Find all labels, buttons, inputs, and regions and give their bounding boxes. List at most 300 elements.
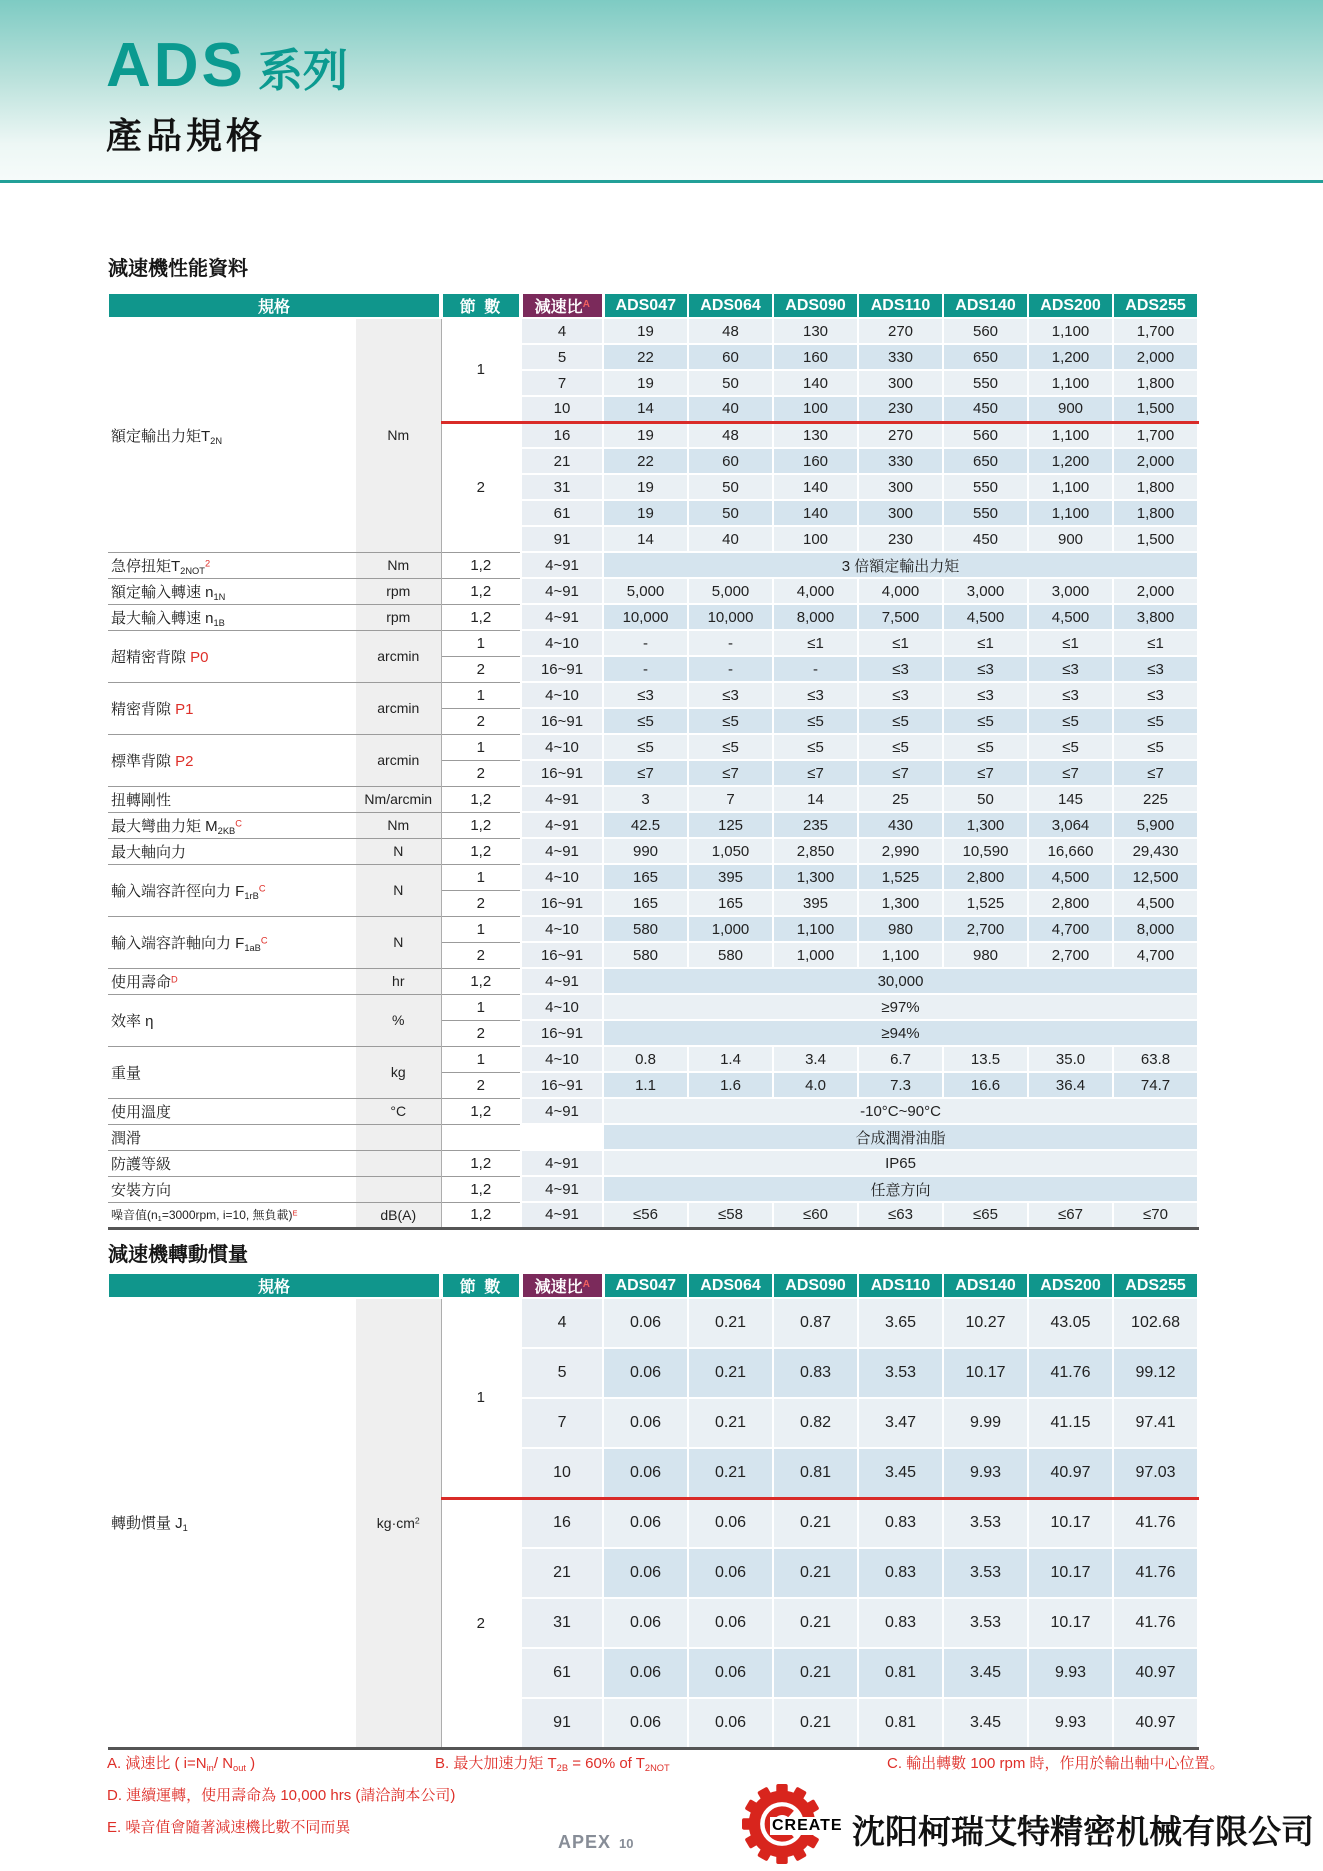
value-cell: 2,990 [858, 838, 943, 864]
value-cell: 300 [858, 500, 943, 526]
value-cell: 2,000 [1113, 344, 1198, 370]
value-cell: 3.4 [773, 1046, 858, 1072]
header-model-ads047: ADS047 [603, 293, 688, 318]
table-row [108, 604, 1198, 630]
row-unit [356, 1176, 441, 1202]
value-cell: 16,660 [1028, 838, 1113, 864]
value-cell: ≤3 [1028, 682, 1113, 708]
row-label: 防護等級 [108, 1150, 356, 1176]
table-row [108, 1150, 1198, 1176]
row-unit: $kg\cdot cm^2$ [356, 1298, 441, 1748]
value-cell: 550 [943, 474, 1028, 500]
ratio-cell: 7 [521, 370, 603, 396]
row-unit: % [356, 994, 441, 1046]
ratio-cell: 91 [521, 526, 603, 552]
ratio-cell: 16~91 [521, 656, 603, 682]
value-cell: ≤3 [858, 656, 943, 682]
stage-cell [441, 1124, 521, 1150]
value-cell: 12,500 [1113, 864, 1198, 890]
footnote-b: B. 最大加速力矩 $T_{2B} = 60\%$ of $T_{2NOT}$ [435, 1755, 670, 1773]
ratio-cell: 16~91 [521, 890, 603, 916]
value-cell: ≤5 [688, 734, 773, 760]
stage-cell: 1,2 [441, 812, 521, 838]
value-cell: 10.17 [1028, 1498, 1113, 1548]
ratio-cell: 4~91 [521, 968, 603, 994]
stage-cell: 1,2 [441, 604, 521, 630]
value-cell: ≤5 [943, 734, 1028, 760]
value-cell: 980 [858, 916, 943, 942]
value-cell: 160 [773, 344, 858, 370]
row-label: 使用溫度 [108, 1098, 356, 1124]
value-cell: ≤1 [858, 630, 943, 656]
value-cell: 550 [943, 500, 1028, 526]
value-cell: 0.06 [603, 1598, 688, 1648]
header-stages: 節 數 [441, 1273, 521, 1298]
ratio-cell: 61 [521, 1648, 603, 1698]
ratio-cell: 16~91 [521, 708, 603, 734]
logo-wordmark: CREATE [772, 1817, 843, 1834]
stage-cell: 1 [441, 630, 521, 656]
value-span-cell: ≥94% [603, 1020, 1198, 1046]
ratio-cell: 10 [521, 396, 603, 422]
value-cell: 41.76 [1028, 1348, 1113, 1398]
value-cell: 16.6 [943, 1072, 1028, 1098]
row-unit: Nm [356, 812, 441, 838]
value-cell: 0.06 [688, 1548, 773, 1598]
value-cell: ≤3 [1113, 656, 1198, 682]
value-cell: 140 [773, 474, 858, 500]
footnote-a: A. 減速比 ( $i=N_{in}/$ $N_{out}$ ) [107, 1755, 256, 1773]
value-cell: 19 [603, 318, 688, 344]
header-model-ads140: ADS140 [943, 293, 1028, 318]
footnote-d: D. 連續運轉，使用壽命為 10,000 hrs (請洽詢本公司) [107, 1787, 456, 1804]
value-cell: 1,300 [943, 812, 1028, 838]
value-cell: 0.21 [773, 1548, 858, 1598]
stage-cell: 2 [441, 1020, 521, 1046]
value-cell: 0.06 [603, 1548, 688, 1598]
footnotes-row [107, 1752, 1307, 1773]
value-cell: ≤7 [688, 760, 773, 786]
stage-cell: 1 [441, 1046, 521, 1072]
row-unit: N [356, 838, 441, 864]
row-unit: N [356, 916, 441, 968]
row-label: 標準背隙 P2 [108, 734, 356, 786]
value-cell: 0.06 [688, 1598, 773, 1648]
value-cell: 650 [943, 344, 1028, 370]
header-model-ads200: ADS200 [1028, 1273, 1113, 1298]
header-model-ads200: ADS200 [1028, 293, 1113, 318]
footnote-e: E. 噪音值會隨著減速機比數不同而異 [107, 1819, 351, 1836]
stage-cell: 1,2 [441, 1150, 521, 1176]
table-row [108, 630, 1198, 656]
value-cell: 3.47 [858, 1398, 943, 1448]
value-cell: 2,700 [943, 916, 1028, 942]
value-cell: ≤58 [688, 1202, 773, 1228]
page-number-brand: APEX [558, 1832, 612, 1852]
value-cell: 165 [603, 890, 688, 916]
row-label: 潤滑 [108, 1124, 356, 1150]
table-row [108, 578, 1198, 604]
value-cell: 50 [943, 786, 1028, 812]
value-cell: 3.65 [858, 1298, 943, 1348]
value-cell: 0.82 [773, 1398, 858, 1448]
value-cell: 0.06 [603, 1398, 688, 1448]
value-cell: 3,064 [1028, 812, 1113, 838]
value-cell: ≤3 [773, 682, 858, 708]
value-cell: 395 [773, 890, 858, 916]
value-cell: 0.83 [858, 1598, 943, 1648]
value-cell: ≤7 [858, 760, 943, 786]
value-span-cell: 30,000 [603, 968, 1198, 994]
value-cell: 60 [688, 344, 773, 370]
value-cell: 0.06 [688, 1698, 773, 1748]
value-cell: ≤3 [943, 682, 1028, 708]
value-cell: 41.76 [1113, 1598, 1198, 1648]
value-cell: 3.45 [943, 1648, 1028, 1698]
ratio-cell: 4~10 [521, 1046, 603, 1072]
row-unit: rpm [356, 604, 441, 630]
value-cell: 0.8 [603, 1046, 688, 1072]
header-model-ads255: ADS255 [1113, 293, 1198, 318]
value-cell: 19 [603, 474, 688, 500]
value-cell: ≤5 [773, 708, 858, 734]
value-cell: 3.53 [943, 1498, 1028, 1548]
row-label: 輸入端容許軸向力 $F_{1aB}^C$ [108, 916, 356, 968]
table-row [108, 1046, 1198, 1072]
value-cell: 1,100 [1028, 474, 1113, 500]
ratio-cell: 4~91 [521, 786, 603, 812]
value-cell: 330 [858, 448, 943, 474]
value-cell: 1,100 [1028, 370, 1113, 396]
value-cell: 550 [943, 370, 1028, 396]
value-cell: ≤3 [603, 682, 688, 708]
value-cell: 1,300 [858, 890, 943, 916]
value-cell: ≤7 [603, 760, 688, 786]
value-cell: 900 [1028, 396, 1113, 422]
value-span-cell: ≥97% [603, 994, 1198, 1020]
value-cell: ≤3 [1113, 682, 1198, 708]
value-cell: 9.93 [1028, 1648, 1113, 1698]
value-cell: 0.83 [858, 1498, 943, 1548]
series-title-zh: 系列 [257, 45, 348, 96]
value-cell: 2,000 [1113, 578, 1198, 604]
value-cell: 0.06 [603, 1298, 688, 1348]
value-cell: 230 [858, 396, 943, 422]
value-cell: 29,430 [1113, 838, 1198, 864]
value-cell: 165 [603, 864, 688, 890]
value-cell: 580 [603, 916, 688, 942]
value-cell: 41.15 [1028, 1398, 1113, 1448]
table-row [108, 838, 1198, 864]
ratio-cell: 61 [521, 500, 603, 526]
section-title-inertia: 減速機轉動慣量 [108, 1244, 248, 1266]
header-model-ads090: ADS090 [773, 293, 858, 318]
value-cell: 330 [858, 344, 943, 370]
header-model-ads064: ADS064 [688, 293, 773, 318]
value-cell: 40 [688, 396, 773, 422]
value-cell: 48 [688, 318, 773, 344]
stage-cell: 1 [441, 916, 521, 942]
value-cell: 560 [943, 422, 1028, 448]
value-cell: 230 [858, 526, 943, 552]
ratio-cell: 16 [521, 422, 603, 448]
company-name: 沈阳柯瑞艾特精密机械有限公司 [852, 1813, 1314, 1850]
value-cell: - [688, 630, 773, 656]
value-cell: 0.06 [603, 1698, 688, 1748]
header-ratio: 減速比$^A$ [521, 293, 603, 318]
ratio-cell: 4~91 [521, 604, 603, 630]
value-cell: 1,800 [1113, 370, 1198, 396]
value-cell: 140 [773, 500, 858, 526]
ratio-cell: 4 [521, 318, 603, 344]
value-cell: ≤63 [858, 1202, 943, 1228]
row-label: 急停扭矩$T_{2NOT}^2$ [108, 552, 356, 578]
ratio-cell: 21 [521, 1548, 603, 1598]
stage-cell: 1,2 [441, 1176, 521, 1202]
row-label: 轉動慣量 $J_1$ [108, 1298, 356, 1748]
value-cell: ≤5 [603, 734, 688, 760]
row-label: 精密背隙 P1 [108, 682, 356, 734]
value-cell: 0.21 [688, 1298, 773, 1348]
footnote-c: C. 輸出轉數 100 rpm 時，作用於輸出軸中心位置。 [887, 1755, 1225, 1772]
ratio-cell: 4~10 [521, 630, 603, 656]
stage-cell: 1,2 [441, 552, 521, 578]
value-cell: ≤5 [1113, 734, 1198, 760]
value-cell: 1,100 [1028, 422, 1113, 448]
value-cell: 3,800 [1113, 604, 1198, 630]
stage-cell: 1,2 [441, 968, 521, 994]
value-cell: 50 [688, 500, 773, 526]
row-unit: arcmin [356, 682, 441, 734]
value-cell: 1,700 [1113, 422, 1198, 448]
ratio-cell: 4~91 [521, 1202, 603, 1228]
header-ratio: 減速比$^A$ [521, 1273, 603, 1298]
value-cell: 7 [688, 786, 773, 812]
value-cell: 10,000 [688, 604, 773, 630]
value-cell: ≤5 [858, 734, 943, 760]
value-cell: ≤7 [943, 760, 1028, 786]
value-cell: 0.21 [688, 1398, 773, 1448]
page-number [558, 1832, 634, 1853]
value-cell: ≤7 [1028, 760, 1113, 786]
value-cell: 3.53 [858, 1348, 943, 1398]
table-row [108, 682, 1198, 708]
value-cell: ≤5 [1113, 708, 1198, 734]
stage-cell: 1 [441, 318, 521, 422]
value-cell: ≤5 [688, 708, 773, 734]
value-cell: 0.81 [773, 1448, 858, 1498]
value-cell: 5,000 [603, 578, 688, 604]
row-label: 超精密背隙 P0 [108, 630, 356, 682]
value-cell: 4,500 [943, 604, 1028, 630]
table-row [108, 916, 1198, 942]
value-cell: 74.7 [1113, 1072, 1198, 1098]
value-cell: ≤5 [603, 708, 688, 734]
header-model-ads255: ADS255 [1113, 1273, 1198, 1298]
stage-cell: 1 [441, 682, 521, 708]
stage-cell: 2 [441, 708, 521, 734]
value-cell: 0.21 [773, 1498, 858, 1548]
value-cell: 1,000 [688, 916, 773, 942]
value-cell: 9.93 [943, 1448, 1028, 1498]
value-cell: 3.45 [858, 1448, 943, 1498]
ratio-cell: 31 [521, 474, 603, 500]
header-model-ads064: ADS064 [688, 1273, 773, 1298]
value-cell: 4.0 [773, 1072, 858, 1098]
table-row [108, 1202, 1198, 1228]
value-cell: 900 [1028, 526, 1113, 552]
ratio-cell: 4~91 [521, 578, 603, 604]
table-row [108, 734, 1198, 760]
table-row [108, 994, 1198, 1020]
header-model-ads140: ADS140 [943, 1273, 1028, 1298]
value-cell: - [773, 656, 858, 682]
header-model-ads047: ADS047 [603, 1273, 688, 1298]
value-cell: 10,000 [603, 604, 688, 630]
ratio-cell: 16~91 [521, 1072, 603, 1098]
stage-cell: 1,2 [441, 786, 521, 812]
value-cell: 130 [773, 318, 858, 344]
row-unit: arcmin [356, 734, 441, 786]
ratio-cell: 16~91 [521, 760, 603, 786]
value-cell: 4,700 [1113, 942, 1198, 968]
row-label: 重量 [108, 1046, 356, 1098]
ratio-cell: 4~10 [521, 916, 603, 942]
value-cell: 430 [858, 812, 943, 838]
row-label: 最大輸入轉速 $n_{1B}$ [108, 604, 356, 630]
ratio-cell: 21 [521, 448, 603, 474]
table-row [108, 968, 1198, 994]
value-cell: 22 [603, 344, 688, 370]
value-cell: ≤3 [1028, 656, 1113, 682]
table-row [108, 318, 1198, 344]
row-unit: rpm [356, 578, 441, 604]
value-cell: 3,000 [943, 578, 1028, 604]
value-cell: 4,500 [1113, 890, 1198, 916]
value-cell: 2,800 [1028, 890, 1113, 916]
value-cell: 97.41 [1113, 1398, 1198, 1448]
value-cell: 40.97 [1113, 1648, 1198, 1698]
inertia-table [107, 1272, 1199, 1750]
value-cell: 50 [688, 474, 773, 500]
row-label: 使用壽命$^D$ [108, 968, 356, 994]
row-unit: arcmin [356, 630, 441, 682]
value-cell: 1.4 [688, 1046, 773, 1072]
ratio-cell: 4~91 [521, 1150, 603, 1176]
row-unit: Nm [356, 318, 441, 552]
value-cell: 8,000 [1113, 916, 1198, 942]
value-cell: 980 [943, 942, 1028, 968]
stage-cell: 2 [441, 1072, 521, 1098]
ratio-cell: 4~10 [521, 864, 603, 890]
value-cell: 580 [688, 942, 773, 968]
company-logo [742, 1784, 852, 1868]
value-cell: 1,525 [943, 890, 1028, 916]
value-cell: 97.03 [1113, 1448, 1198, 1498]
value-cell: 2,850 [773, 838, 858, 864]
value-span-cell: 合成潤滑油脂 [603, 1124, 1198, 1150]
ratio-cell: 16~91 [521, 942, 603, 968]
row-label: 效率 η [108, 994, 356, 1046]
value-cell: 395 [688, 864, 773, 890]
value-cell: 1,200 [1028, 448, 1113, 474]
value-cell: 145 [1028, 786, 1113, 812]
value-span-cell: -10°C~90°C [603, 1098, 1198, 1124]
ratio-cell: 4~91 [521, 1098, 603, 1124]
value-cell: 1,525 [858, 864, 943, 890]
header-spec: 規格 [108, 293, 441, 318]
value-cell: ≤5 [1028, 708, 1113, 734]
stage-cell: 1 [441, 864, 521, 890]
row-unit: kg [356, 1046, 441, 1098]
value-cell: ≤1 [943, 630, 1028, 656]
value-cell: 1.1 [603, 1072, 688, 1098]
row-unit: Nm/arcmin [356, 786, 441, 812]
value-cell: 102.68 [1113, 1298, 1198, 1348]
value-cell: 2,000 [1113, 448, 1198, 474]
value-cell: 41.76 [1113, 1548, 1198, 1598]
ratio-cell: 4~91 [521, 1176, 603, 1202]
value-cell: 2,700 [1028, 942, 1113, 968]
value-cell: 8,000 [773, 604, 858, 630]
value-cell: 0.06 [688, 1648, 773, 1698]
value-cell: 1,100 [858, 942, 943, 968]
row-unit [356, 1150, 441, 1176]
value-cell: 7.3 [858, 1072, 943, 1098]
row-label: 額定輸入轉速 $n_{1N}$ [108, 578, 356, 604]
value-cell: 160 [773, 448, 858, 474]
value-cell: 300 [858, 370, 943, 396]
value-cell: 99.12 [1113, 1348, 1198, 1398]
value-cell: 225 [1113, 786, 1198, 812]
value-cell: 10.27 [943, 1298, 1028, 1348]
value-cell: 40.97 [1028, 1448, 1113, 1498]
value-cell: 580 [603, 942, 688, 968]
value-cell: 4,000 [773, 578, 858, 604]
table-row [108, 1176, 1198, 1202]
value-cell: 9.99 [943, 1398, 1028, 1448]
ratio-cell: 16 [521, 1498, 603, 1548]
ratio-cell: 16~91 [521, 1020, 603, 1046]
ratio-cell: 4~10 [521, 734, 603, 760]
table-row [108, 552, 1198, 578]
ratio-cell: 10 [521, 1448, 603, 1498]
table-row [108, 1098, 1198, 1124]
header-stages: 節 數 [441, 293, 521, 318]
ratio-cell: 4~10 [521, 994, 603, 1020]
value-cell: 125 [688, 812, 773, 838]
value-cell: 43.05 [1028, 1298, 1113, 1348]
stage-cell: 1,2 [441, 578, 521, 604]
value-cell: 0.81 [858, 1698, 943, 1748]
stage-cell: 2 [441, 890, 521, 916]
value-cell: - [603, 630, 688, 656]
value-cell: - [603, 656, 688, 682]
value-cell: 14 [773, 786, 858, 812]
stage-cell: 1 [441, 734, 521, 760]
value-cell: 0.83 [773, 1348, 858, 1398]
value-cell: 0.06 [603, 1348, 688, 1398]
value-cell: 0.21 [688, 1448, 773, 1498]
value-cell: 1,800 [1113, 500, 1198, 526]
page-subtitle: 產品規格 [106, 115, 267, 156]
value-cell: 100 [773, 396, 858, 422]
value-cell: ≤5 [943, 708, 1028, 734]
stage-cell: 1,2 [441, 1098, 521, 1124]
value-cell: ≤3 [943, 656, 1028, 682]
ratio-cell: 4~91 [521, 552, 603, 578]
value-cell: ≤5 [773, 734, 858, 760]
